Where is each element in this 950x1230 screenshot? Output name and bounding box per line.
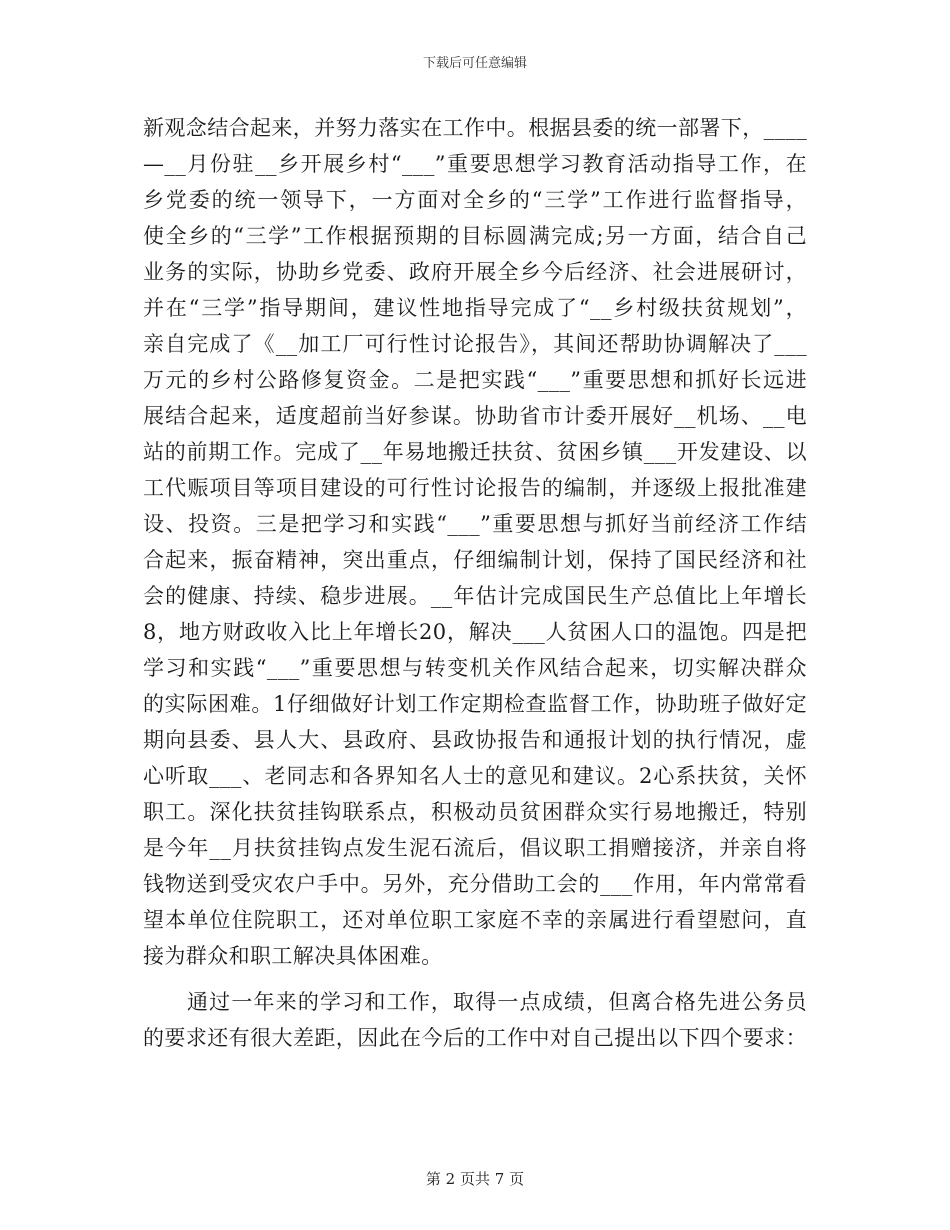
text-line: 并在“三学”指导期间，建议性地指导完成了“__乡村级扶贫规划”， bbox=[143, 296, 807, 320]
text-line: 学习和实践“___”重要思想与转变机关作风结合起来，切实解决群众 bbox=[143, 656, 807, 680]
header-note: 下载后可任意编辑 bbox=[422, 56, 527, 71]
text-line: 钱物送到受灾农户手中。另外，充分借助工会的___作用，年内常常看 bbox=[143, 872, 807, 896]
text-line: —__月份驻__乡开展乡村“___”重要思想学习教育活动指导工作，在 bbox=[143, 152, 807, 176]
text-line: 职工。深化扶贫挂钩联系点，积极动员贫困群众实行易地搬迁，特别 bbox=[143, 800, 807, 824]
text-line: 望本单位住院职工，还对单位职工家庭不幸的亲属进行看望慰问，直 bbox=[143, 908, 807, 932]
text-line: 接为群众和职工解决具体困难。 bbox=[143, 944, 443, 968]
page-number: 第 2 页共 7 页 bbox=[425, 1170, 525, 1188]
text-line: 8，地方财政收入比上年增长20，解决___人贫困人口的温饱。四是把 bbox=[143, 620, 807, 644]
text-line: 工代赈项目等项目建设的可行性讨论报告的编制，并逐级上报批准建 bbox=[143, 476, 807, 500]
text-line: 业务的实际，协助乡党委、政府开展全乡今后经济、社会进展研讨， bbox=[143, 260, 807, 284]
text-line: 会的健康、持续、稳步进展。__年估计完成国民生产总值比上年增长 bbox=[143, 584, 807, 608]
text-line: 心听取___、老同志和各界知名人士的意见和建议。2心系扶贫，关怀 bbox=[143, 764, 807, 788]
text-line: 是今年__月扶贫挂钩点发生泥石流后，倡议职工捐赠接济，并亲自将 bbox=[143, 836, 807, 860]
text-line: 通过一年来的学习和工作，取得一点成绩，但离合格先进公务员 bbox=[187, 990, 807, 1014]
text-line: 期向县委、县人大、县政府、县政协报告和通报计划的执行情况，虚 bbox=[143, 728, 807, 752]
text-line: 的实际困难。1仔细做好计划工作定期检查监督工作，协助班子做好定 bbox=[143, 692, 807, 716]
text-line: 设、投资。三是把学习和实践“___”重要思想与抓好当前经济工作结 bbox=[143, 512, 807, 536]
text-line: 乡党委的统一领导下，一方面对全乡的“三学”工作进行监督指导， bbox=[143, 188, 807, 212]
paragraph bbox=[143, 110, 807, 974]
body-text bbox=[143, 110, 807, 1056]
text-line: 亲自完成了《__加工厂可行性讨论报告》，其间还帮助协调解决了___ bbox=[143, 332, 807, 356]
text-line: 新观念结合起来，并努力落实在工作中。根据县委的统一部署下，____ bbox=[143, 116, 808, 140]
text-line: 万元的乡村公路修复资金。二是把实践“___”重要思想和抓好长远进 bbox=[143, 368, 807, 392]
text-line: 使全乡的“三学”工作根据预期的目标圆满完成;另一方面，结合自己 bbox=[143, 224, 807, 248]
paragraph bbox=[143, 984, 807, 1056]
paragraph-gap bbox=[143, 974, 807, 984]
text-line: 展结合起来，适度超前当好参谋。协助省市计委开展好__机场、__电 bbox=[143, 404, 807, 428]
text-line: 站的前期工作。完成了__年易地搬迁扶贫、贫困乡镇___开发建设、以 bbox=[143, 440, 807, 464]
text-line: 合起来，振奋精神，突出重点，仔细编制计划，保持了国民经济和社 bbox=[143, 548, 807, 572]
text-line: 的要求还有很大差距，因此在今后的工作中对自己提出以下四个要求： bbox=[143, 1026, 807, 1050]
